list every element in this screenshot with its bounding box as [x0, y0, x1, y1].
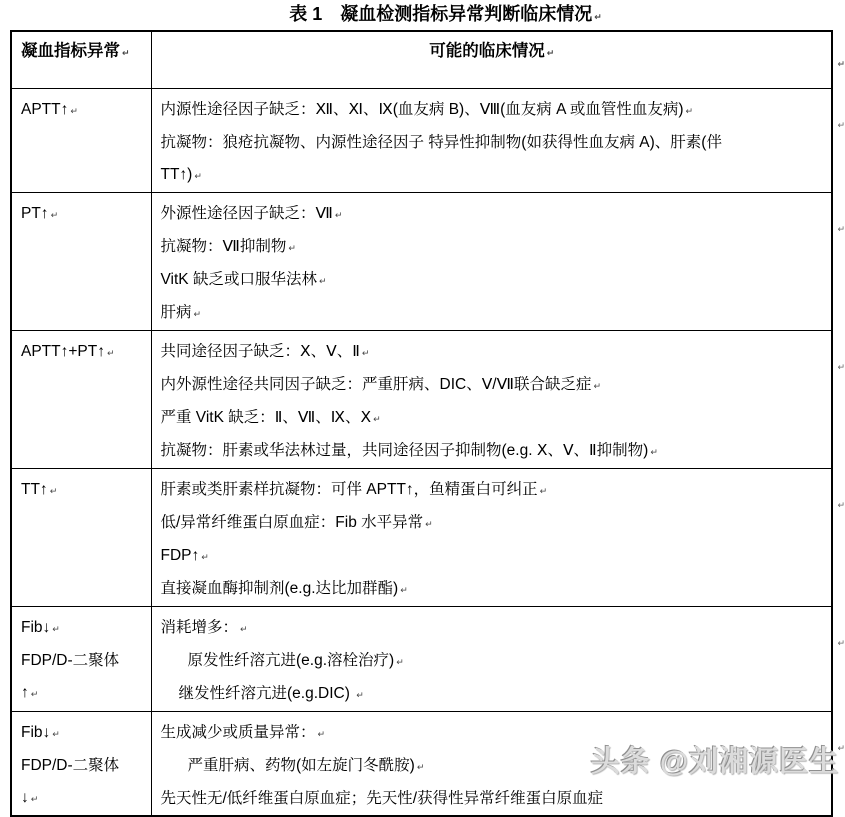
clinical-line: [161, 159, 824, 192]
indicator-line-text: APTT↑: [21, 100, 69, 118]
clinical-line: [161, 783, 824, 815]
paragraph-mark-icon: ↵: [334, 209, 343, 220]
clinical-line: [161, 540, 824, 573]
watermark-text: 头条 @刘湘源医生: [590, 746, 839, 778]
indicator-line: [21, 782, 143, 815]
table-row: [11, 192, 832, 330]
indicator-line: [21, 750, 143, 782]
clinical-line: [161, 264, 824, 297]
clinical-line-text: 严重肝病、药物(如左旋门冬酰胺): [187, 756, 415, 774]
paragraph-mark-icon: ↵: [546, 48, 555, 58]
indicator-line: [21, 336, 143, 369]
clinical-line-text: 严重 VitK 缺乏：Ⅱ、Ⅶ、Ⅸ、Ⅹ: [160, 408, 372, 426]
paragraph-mark-icon: ↵: [356, 689, 364, 700]
clinical-cell: [151, 192, 845, 330]
indicator-line: [21, 717, 143, 750]
clinical-line: [161, 612, 824, 645]
paragraph-mark-icon: ↵: [425, 518, 433, 529]
paragraph-mark-icon: ↵: [539, 485, 548, 496]
header-indicator-text: 凝血指标异常: [21, 42, 120, 60]
paragraph-mark-icon: ↵: [193, 308, 202, 319]
clinical-line-text: 共同途径因子缺乏：Ⅹ、Ⅴ、Ⅱ: [160, 342, 360, 360]
header-cell-clinical: [151, 31, 845, 88]
paragraph-mark-icon: ↵: [373, 413, 381, 424]
row-end-mark-icon: ↵: [837, 361, 845, 372]
clinical-line-text: 内外源性途径共同因子缺乏：严重肝病、DIC、Ⅴ/Ⅶ联合缺乏症: [160, 375, 592, 393]
indicator-line: [21, 645, 143, 677]
indicator-line: [21, 94, 143, 127]
clinical-line-text: 内源性途径因子缺乏：Ⅻ、Ⅺ、Ⅸ(血友病 B)、Ⅷ(血友病 A 或血管性血友病): [160, 100, 684, 118]
clinical-line: [161, 231, 824, 264]
clinical-line-text: 外源性途径因子缺乏：Ⅶ: [160, 204, 333, 222]
indicator-line-text: PT↑: [21, 204, 49, 222]
row-end-mark-icon: ↵: [837, 59, 845, 69]
clinical-line-text: 抗凝物：狼疮抗凝物、内源性途径因子 特异性抑制物(如获得性血友病 A)、肝素(伴: [160, 133, 722, 151]
indicator-cell: [11, 606, 151, 711]
clinical-line-text: TT↑): [160, 165, 193, 183]
clinical-line: [161, 297, 824, 330]
header-row: [11, 31, 832, 88]
clinical-line-text: VitK 缺乏或口服华法林: [160, 270, 317, 288]
clinical-line: [161, 474, 824, 507]
paragraph-mark-icon: ↵: [52, 728, 60, 739]
paragraph-mark-icon: ↵: [396, 656, 404, 667]
paragraph-mark-icon: ↵: [122, 48, 130, 58]
indicator-line-text: APTT↑+PT↑: [21, 342, 105, 360]
clinical-line-text: FDP↑: [160, 546, 200, 564]
header-clinical-text: 可能的临床情况: [429, 42, 545, 60]
paragraph-mark-icon: ↵: [317, 728, 326, 739]
clinical-line: [161, 645, 824, 678]
row-end-mark-icon: ↵: [837, 742, 845, 753]
indicator-line: [21, 677, 143, 710]
table-row: [11, 88, 832, 192]
paragraph-mark-icon: ↵: [49, 485, 58, 496]
clinical-line: [161, 94, 824, 127]
clinical-line: [161, 369, 824, 402]
clinical-cell: [151, 88, 845, 192]
header-cell-indicator: [11, 31, 151, 88]
clinical-line-text: 直接凝血酶抑制剂(e.g.达比加群酯): [160, 579, 399, 597]
clinical-line: [161, 435, 824, 468]
indicator-line-text: FDP/D-二聚体: [21, 651, 120, 669]
coagulation-table: [10, 30, 845, 817]
clinical-line: [161, 336, 824, 369]
indicator-line-text: Fib↓: [21, 618, 51, 636]
table-title: [0, 0, 845, 30]
table-row: [11, 330, 832, 468]
row-end-mark-icon: ↵: [837, 223, 845, 234]
clinical-line-text: 继发性纤溶亢进(e.g.DIC): [178, 684, 355, 702]
indicator-line-text: ↓: [21, 788, 29, 806]
clinical-line: [161, 127, 824, 159]
table-title-text: 表 1 凝血检测指标异常判断临床情况: [289, 4, 593, 24]
clinical-line-text: 生成减少或质量异常：: [160, 723, 316, 741]
paragraph-mark-icon: ↵: [50, 209, 59, 220]
paragraph-mark-icon: ↵: [30, 688, 39, 699]
paragraph-mark-icon: ↵: [318, 275, 327, 286]
clinical-line: [161, 198, 824, 231]
paragraph-mark-icon: ↵: [650, 446, 658, 457]
paragraph-mark-icon: ↵: [288, 242, 296, 253]
clinical-line-text: 肝素或类肝素样抗凝物：可伴 APTT↑，鱼精蛋白可纠正: [160, 480, 538, 498]
table-row: [11, 468, 832, 606]
indicator-line-text: Fib↓: [21, 723, 51, 741]
indicator-line-text: FDP/D-二聚体: [21, 756, 120, 774]
paragraph-mark-icon: ↵: [106, 347, 115, 358]
paragraph-mark-icon: ↵: [594, 12, 602, 22]
indicator-line-text: ↑: [21, 683, 29, 701]
paragraph-mark-icon: ↵: [201, 551, 209, 562]
clinical-cell: [151, 606, 845, 711]
clinical-line-text: 肝病: [160, 303, 192, 321]
clinical-line-text: 原发性纤溶亢进(e.g.溶栓治疗): [187, 651, 395, 669]
indicator-line-text: TT↑: [21, 480, 48, 498]
paragraph-mark-icon: ↵: [30, 793, 39, 804]
clinical-line: [161, 678, 824, 711]
paragraph-mark-icon: ↵: [593, 380, 602, 391]
table-row: [11, 606, 832, 711]
indicator-cell: [11, 468, 151, 606]
clinical-line-text: 消耗增多：: [160, 618, 239, 636]
paragraph-mark-icon: ↵: [361, 347, 370, 358]
indicator-line: [21, 198, 143, 231]
paragraph-mark-icon: ↵: [194, 170, 202, 181]
paragraph-mark-icon: ↵: [400, 584, 408, 595]
paragraph-mark-icon: ↵: [70, 105, 78, 116]
indicator-cell: [11, 88, 151, 192]
row-end-mark-icon: ↵: [837, 499, 845, 510]
paragraph-mark-icon: ↵: [52, 623, 60, 634]
indicator-cell: [11, 192, 151, 330]
row-end-mark-icon: ↵: [837, 119, 845, 130]
row-end-mark-icon: ↵: [837, 637, 845, 648]
indicator-line: [21, 474, 143, 507]
clinical-line: [161, 573, 824, 606]
indicator-cell: [11, 330, 151, 468]
clinical-cell: [151, 468, 845, 606]
clinical-line-text: 抗凝物：Ⅶ抑制物: [160, 237, 287, 255]
indicator-line: [21, 612, 143, 645]
clinical-line: [161, 402, 824, 435]
clinical-line-text: 抗凝物：肝素或华法林过量，共同途径因子抑制物(e.g. Ⅹ、Ⅴ、Ⅱ抑制物): [160, 441, 649, 459]
paragraph-mark-icon: ↵: [240, 623, 248, 634]
clinical-line: [161, 507, 824, 540]
paragraph-mark-icon: ↵: [685, 105, 694, 116]
clinical-line-text: 低/异常纤维蛋白原血症：Fib 水平异常: [160, 513, 424, 531]
indicator-cell: [11, 711, 151, 816]
clinical-line-text: 先天性无/低纤维蛋白原血症；先天性/获得性异常纤维蛋白原血症: [160, 789, 604, 807]
clinical-cell: [151, 330, 845, 468]
paragraph-mark-icon: ↵: [416, 761, 425, 772]
